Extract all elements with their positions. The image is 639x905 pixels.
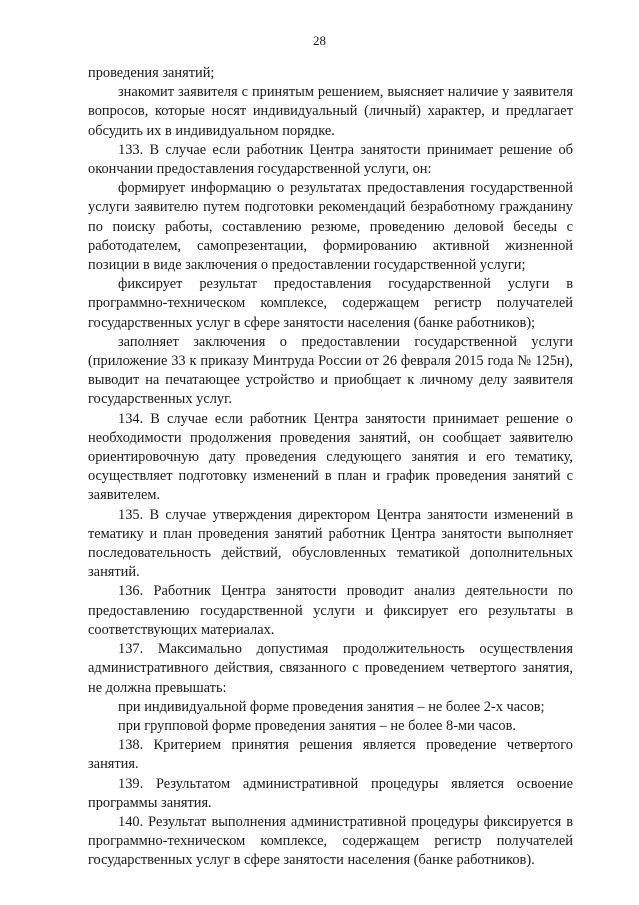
paragraph: формирует информацию о результатах предоставления государственной услуги заявителю путем подготовки рекомендаций безработному гражданину по поиску работы, составлению резюме, проведению деловой беседы с работодателем, самопрезентации, формированию активной жизненной позиции в виде заключения о предоставлении государственной услуги; (88, 180, 573, 274)
paragraph: 135. В случае утверждения директором Центра занятости изменений в тематику и план проведения занятий работник Центра занятости выполняет последовательность действий, обусловленных тематикой дополнительных занятий. (88, 506, 573, 581)
paragraph: знакомит заявителя с принятым решением, выясняет наличие у заявителя вопросов, которые носят индивидуальный (личный) характер, и предлагает обсудить их в индивидуальном порядке. (88, 84, 573, 139)
paragraph: 136. Работник Центра занятости проводит анализ деятельности по предоставлению государственной услуги и фиксирует его результаты в соответствующих материалах. (88, 583, 573, 638)
paragraph: 138. Критерием принятия решения является проведение четвертого занятия. (88, 737, 573, 773)
paragraph: 139. Результатом административной процедуры является освоение программы занятия. (88, 775, 573, 811)
document-body (88, 64, 573, 871)
paragraph: 133. В случае если работник Центра занятости принимает решение об окончании предоставления государственной услуги, он: (88, 141, 573, 178)
paragraph: 134. В случае если работник Центра занятости принимает решение о необходимости продолжения проведения занятий, он сообщает заявителю ориентировочную дату проведения следующего занятия и его тематику, осуществляет подготовку изменений в план и график проведения занятий с заявителем. (88, 410, 573, 504)
page-number: 28 (313, 33, 326, 48)
paragraph: проведения занятий; (88, 65, 215, 81)
paragraph: фиксирует результат предоставления государственной услуги в программно-техническом комплексе, содержащем регистр получателей государственных услуг в сфере занятости населения (банке работников); (88, 276, 573, 331)
paragraph: заполняет заключения о предоставлении государственной услуги (приложение 33 к приказу Минтруда России от 26 февраля 2015 года № 125н), выводит на печатающее устройство и приобщает к личному делу заявителя государственных услуг. (88, 333, 573, 408)
paragraph: 137. Максимально допустимая продолжительность осуществления административного действия, связанного с проведением четвертого занятия, не должна превышать: (88, 641, 573, 696)
paragraph: 140. Результат выполнения административной процедуры фиксируется в программно-техническом комплексе, содержащем регистр получателей государственных услуг в сфере занятости населения (банке работников). (88, 813, 573, 869)
paragraph: при индивидуальной форме проведения занятия – не более 2-х часов; (118, 698, 545, 715)
paragraph: при групповой форме проведения занятия – не более 8-ми часов. (118, 717, 516, 734)
